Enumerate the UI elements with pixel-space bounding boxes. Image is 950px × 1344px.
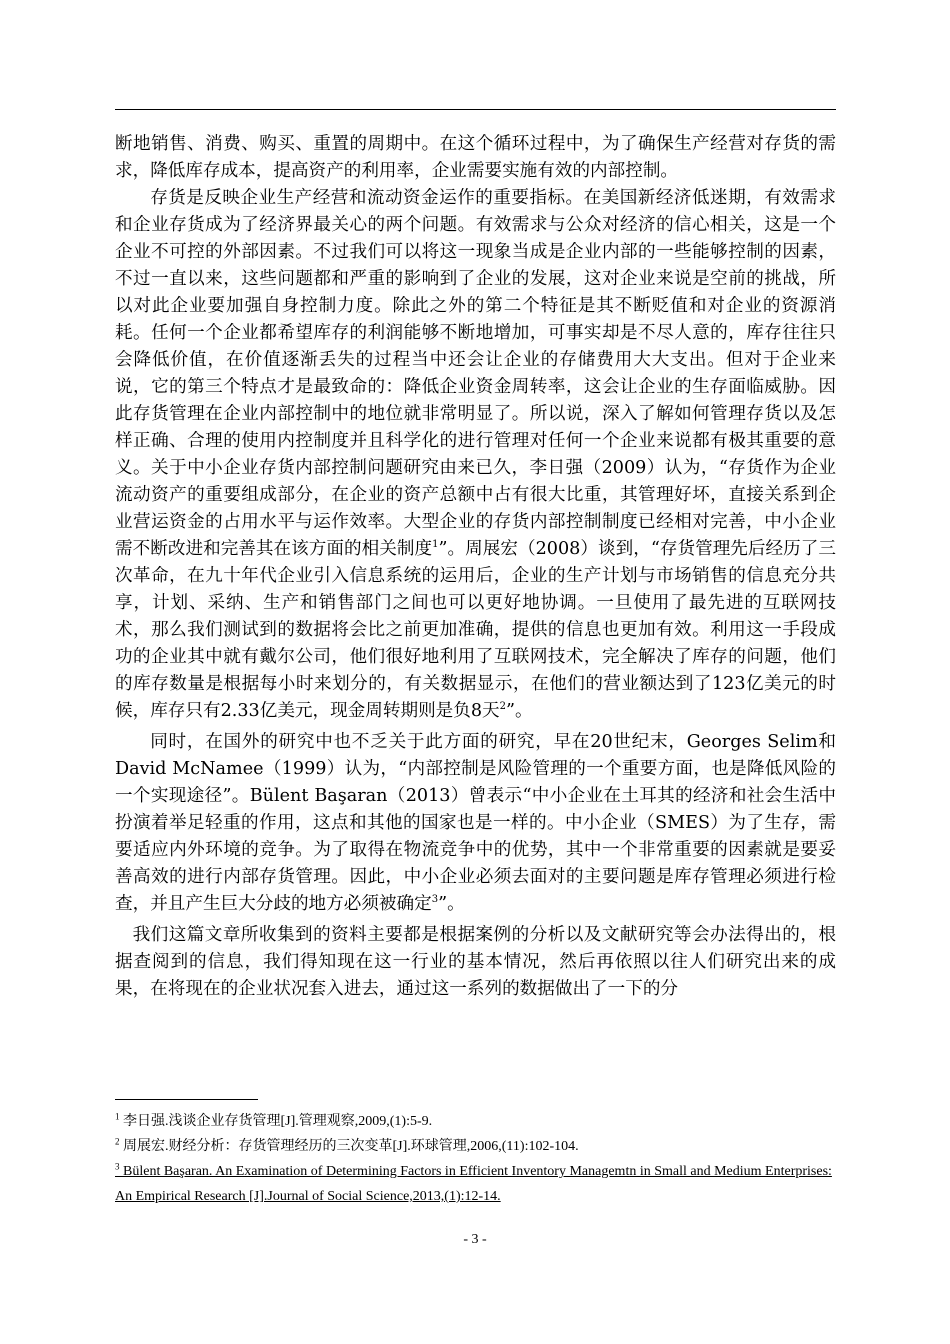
header-rule xyxy=(115,109,836,110)
paragraph-text: 存货是反映企业生产经营和流动资金运作的重要指标。在美国新经济低迷期，有效需求和企业存货成为了经济界最关心的两个问题。有效需求与公众对经济的信心相关，这是一个企业不可控的外部因素。不过我们可以将这一现象当成是企业内部的一些能够控制的因素，不过一直以来，这些问题都和严重的影响到了企业的发展，这对企业来说是空前的挑战，所以对此企业要加强自身控制力度。除此之外的第二个特征是其不断贬值和对企业的资源消耗。任何一个企业都希望库存的利润能够不断地增加，可事实却是不尽人意的，库存往往只会降低价值，在价值逐渐丢失的过程当中还会让企业的存储费用大大支出。但对于企业来说，它的第三个特点才是最致命的：降低企业资金周转率，这会让企业的生存面临威胁。因此存货管理在企业内部控制中的地位就非常明显了。所以说，深入了解如何管理存货以及怎样正确、合理的使用内控制度并且科学化的进行管理对任何一个企业来说都有极其重要的意义。关于中小企业存货内部控制问题研究由来已久，李日强（2009）认为，“存货作为企业流动资产的重要组成部分，在企业的资产总额中占有很大比重，其管理好坏，直接关系到企业营运资金的占用水平与运作效率。大型企业的存货内部控制制度已经相对完善，中小企业需不断改进和完善其在该方面的相关制度 xyxy=(115,188,836,559)
footnotes xyxy=(115,1109,840,1209)
footnote-2 xyxy=(115,1134,840,1159)
footnote-text: 周展宏.财经分析：存货管理经历的三次变革[J].环球管理,2006,(11):102-104. xyxy=(123,1139,579,1154)
paragraph-text: ”。周展宏（2008）谈到，“存货管理先后经历了三次革命，在九十年代企业引入信息系统的运用后，企业的生产计划与市场销售的信息充分共享，计划、采纳、生产和销售部门之间也可以更好地协调。一旦使用了最先进的互联网技术，那么我们测试到的数据将会比之前更加准确，提供的信息也更加有效。利用这一手段成功的企业其中就有戴尔公司，他们很好地利用了互联网技术，完全解决了库存的问题，他们的库存数量是根据每小时来划分的，有关数据显示，在他们的营业额达到了123亿美元的时候，库存只有2.33亿美元，现金周转期则是负8天 xyxy=(115,539,836,721)
paragraph-text: ”。 xyxy=(506,701,533,721)
footnote-ref-2: 2 xyxy=(499,701,507,713)
footnote-number: 3 xyxy=(115,1161,120,1172)
footnote-3 xyxy=(115,1159,840,1209)
paragraph-continuation: 断地销售、消费、购买、重置的周期中。在这个循环过程中，为了确保生产经营对存货的需求，降低库存成本，提高资产的利用率，企业需要实施有效的内部控制。 xyxy=(115,134,836,181)
paragraph-foreign-research xyxy=(115,729,836,918)
paragraph-methodology: 我们这篇文章所收集到的资料主要都是根据案例的分析以及文献研究等会办法得出的，根据查阅到的信息，我们得知现在这一行业的基本情况，然后再依照以往人们研究出来的成果，在将现在的企业状况套入进去，通过这一系列的数据做出了一下的分 xyxy=(115,925,836,999)
paragraph-inventory-significance xyxy=(115,185,836,725)
footnote-ref-3: 3 xyxy=(431,894,439,906)
page-number: - 3 - xyxy=(463,1232,487,1247)
footnote-ref-1: 1 xyxy=(432,539,439,551)
footnote-1 xyxy=(115,1109,840,1134)
footnote-text: Bülent Başaran. An Examination of Determining Factors in Efficient Inventory Managemtn in Small and Medium Enterprises: An Empirical Research [J].Journal of Social Science,2013,(1):12-14. xyxy=(115,1164,832,1204)
paragraph-text: 同时，在国外的研究中也不乏关于此方面的研究，早在20世纪末，Georges Selim和David McNamee（1999）认为，“内部控制是风险管理的一个重要方面，也是降低风险的一个实现途径”。Bülent Başaran（2013）曾表示“中小企业在土耳其的经济和社会生活中扮演着举足轻重的作用，这点和其他的国家也是一样的。中小企业（SMES）为了生存，需要适应内外环境的竞争。为了取得在物流竞争中的优势，其中一个非常重要的因素就是要妥善高效的进行内部存货管理。因此，中小企业必须去面对的主要问题是库存管理必须进行检查，并且产生巨大分歧的地方必须被确定 xyxy=(115,732,836,914)
footnote-separator xyxy=(115,1099,258,1100)
footnote-number: 2 xyxy=(115,1136,120,1147)
footnote-text: 李日强.浅谈企业存货管理[J].管理观察,2009,(1):5-9. xyxy=(123,1114,433,1129)
footnote-number: 1 xyxy=(115,1111,120,1122)
paragraph-text: ”。 xyxy=(438,894,465,914)
body-text xyxy=(115,131,836,1003)
